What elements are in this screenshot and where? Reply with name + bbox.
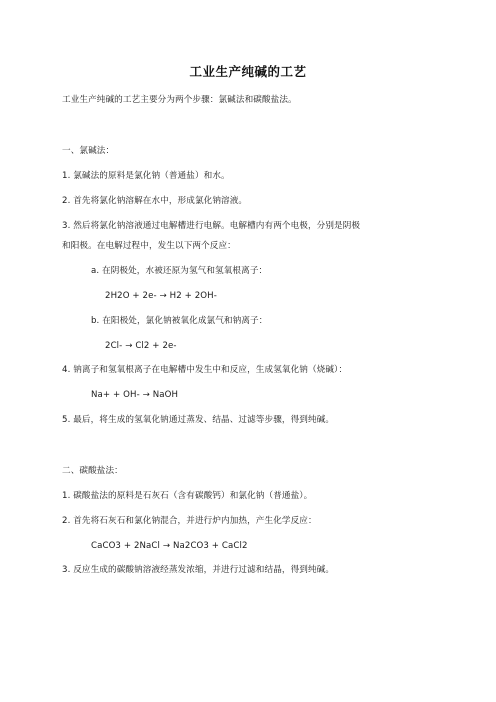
section2-equation-2: CaCO3 + 2NaCl → Na2CO3 + CaCl2 <box>91 541 248 551</box>
section1-sub-a: a. 在阴极处，水被还原为氢气和氢氧根离子： <box>91 266 268 276</box>
section1-step4: 4. 钠离子和氢氧根离子在电解槽中发生中和反应，生成氢氧化钠（烧碱）： <box>62 365 348 375</box>
section1-step1: 1. 氯碱法的原料是氯化钠（普通盐）和水。 <box>62 171 230 181</box>
intro-paragraph: 工业生产纯碱的工艺主要分为两个步骤：氯碱法和碳酸盐法。 <box>62 95 297 105</box>
section1-step3-line1: 3. 然后将氯化钠溶液通过电解槽进行电解。电解槽内有两个电极，分别是阴极 <box>62 221 361 231</box>
section1-equation-4: Na+ + OH- → NaOH <box>91 390 179 400</box>
document-title: 工业生产纯碱的工艺 <box>189 64 307 79</box>
section1-step2: 2. 首先将氯化钠溶解在水中，形成氯化钠溶液。 <box>62 196 248 206</box>
section1-step5: 5. 最后，将生成的氢氧化钠通过蒸发、结晶、过滤等步骤，得到纯碱。 <box>62 415 335 425</box>
section1-sub-b: b. 在阳极处，氯化钠被氧化成氯气和钠离子： <box>91 316 268 326</box>
section2-step3: 3. 反应生成的碳酸钠溶液经蒸发浓缩，并进行过滤和结晶，得到纯碱。 <box>62 565 335 575</box>
section1-heading: 一、氯碱法： <box>62 146 115 156</box>
section2-step2: 2. 首先将石灰石和氯化钠混合，并进行炉内加热，产生化学反应： <box>62 516 317 526</box>
section1-equation-b: 2Cl- → Cl2 + 2e- <box>105 341 177 351</box>
section2-step1: 1. 碳酸盐法的原料是石灰石（含有碳酸钙）和氯化钠（普通盐）。 <box>62 491 313 501</box>
section1-equation-a: 2H2O + 2e- → H2 + 2OH- <box>105 291 217 301</box>
section1-step3-line2: 和阳极。在电解过程中，发生以下两个反应： <box>62 241 236 251</box>
section2-heading: 二、碳酸盐法： <box>62 466 123 476</box>
